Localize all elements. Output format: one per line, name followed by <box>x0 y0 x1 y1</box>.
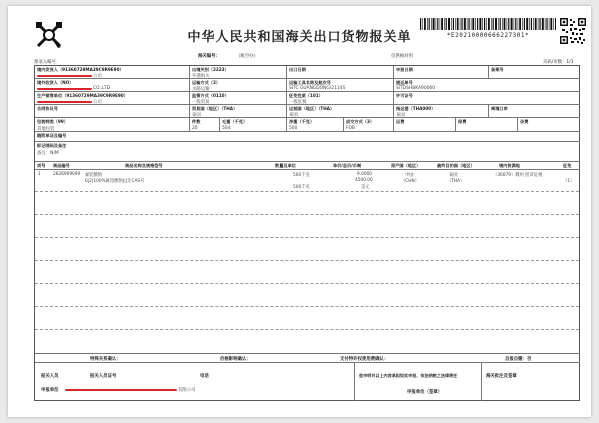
col-description: 商品名称及规格型号 <box>125 163 163 168</box>
record-no-cell <box>489 66 580 79</box>
freight-cell <box>394 118 456 132</box>
consignor-suffix: 公司 <box>93 74 102 79</box>
record-no-label: 备案号 <box>491 67 504 72</box>
freight-label: 运费 <box>396 119 405 124</box>
insurance-cell <box>456 118 518 132</box>
supervision-label: 监管方式（0110） <box>192 93 229 98</box>
consignee-label: 境外收货人（NO） <box>37 80 74 85</box>
goods-item-no: 1 <box>38 172 41 177</box>
price-impact-confirm: 价格影响确认： <box>220 357 251 362</box>
contract-label: 合同协议号 <box>37 106 58 111</box>
consignor-label: 境内发货人（91360729MA39C9R9E90） <box>37 67 124 72</box>
barcode <box>420 18 556 30</box>
dest-country-value: 泰国 <box>289 113 298 118</box>
port-value: 泰国 <box>396 113 405 118</box>
declare-date-cell <box>394 66 489 79</box>
col-quantity: 数量及单位 <box>275 163 296 168</box>
goods-spec: 0|2|100%氟铝酸钠|||无CAS号 <box>85 179 145 184</box>
supervision-cell <box>190 92 287 105</box>
customs-no-label: 海关编号： <box>198 54 220 59</box>
redaction-mark <box>37 88 92 91</box>
declarant-area <box>35 363 355 401</box>
vessel-value: SITC GUANGDONG/2114S <box>289 86 346 91</box>
export-date-label: 出口日期 <box>289 67 306 72</box>
misc-label: 杂费 <box>520 119 529 124</box>
license-label: 许可证号 <box>396 93 413 98</box>
form-title: 中华人民共和国海关出口货物报关单 <box>187 30 412 45</box>
gross-weight-label: 毛重（千克） <box>222 119 248 124</box>
goods-origin: 中国 <box>405 173 414 178</box>
confirmation-row <box>35 353 580 363</box>
goods-header-row <box>35 162 580 170</box>
consignee-value: CO.,LTD <box>93 86 111 91</box>
dest-country-cell <box>287 105 394 118</box>
misc-cell <box>518 118 580 132</box>
terms-value: FOB <box>346 125 355 131</box>
col-source: 境内货源地 <box>499 163 520 168</box>
declarant-cert-label: 报关人员证号 <box>90 374 117 379</box>
col-commodity-code: 商品编号 <box>53 163 70 168</box>
pieces-value: 20 <box>192 125 198 131</box>
customs-remarks-area <box>482 363 580 401</box>
goods-name: 氟铝酸钠 <box>85 173 103 178</box>
self-report: 自报自缴：否 <box>505 357 532 362</box>
goods-row-divider <box>35 329 579 330</box>
declare-date-label: 申报日期 <box>396 67 413 72</box>
bill-of-lading-label: 提运单号 <box>396 80 413 85</box>
consignor-cell <box>35 66 190 79</box>
goods-row-divider <box>35 214 579 215</box>
legal-statement: 兹申明对以上内容承担如实申报、依法纳税之法律责任 <box>359 373 458 378</box>
goods-origin-code: （CHN） <box>401 179 420 184</box>
terms-label: 成交方式（3） <box>346 119 375 124</box>
contract-cell <box>35 105 190 118</box>
trade-country-value: 泰国 <box>192 113 201 118</box>
pieces-cell <box>190 118 220 132</box>
goods-code: 2826909090 <box>53 172 81 177</box>
phone-label: 电话 <box>200 374 209 379</box>
insurance-label: 保费 <box>458 119 467 124</box>
exit-customs-label: 出境关别（2223） <box>192 67 229 72</box>
net-weight-value: 500 <box>289 125 298 131</box>
col-price: 单价/总价/币制 <box>333 163 362 168</box>
redaction-mark <box>37 75 92 78</box>
goods-row-divider <box>35 306 579 307</box>
statement-area <box>355 363 482 401</box>
page-indicator: 页码/页数：1/1 <box>543 60 574 65</box>
bill-of-lading-value: SITDSHBKA90060 <box>396 86 436 91</box>
marks-label: 标记唛码及备注 <box>37 143 67 148</box>
barcode-number: *E20210000666227301* <box>446 32 530 39</box>
vessel-cell <box>287 79 394 92</box>
col-item-no: 项号 <box>37 163 46 168</box>
transport-value: 水路运输 <box>192 87 210 92</box>
transport-cell <box>190 79 287 92</box>
goods-total-price: 4500.00 <box>355 178 373 183</box>
net-weight-label: 净重（千克） <box>289 119 315 124</box>
export-date-cell <box>287 66 394 79</box>
producer-cell <box>35 92 190 105</box>
special-note: 仅供核对用 <box>391 54 413 59</box>
pre-entry-no-label: 预录入编号： <box>34 60 61 65</box>
agent-suffix: 有限公司 <box>178 388 196 393</box>
goods-row-divider <box>35 283 579 284</box>
qr-code <box>560 18 586 44</box>
declaration-sheet <box>8 6 591 417</box>
goods-unit-price: 9.0000 <box>357 172 373 177</box>
exit-port-cell <box>489 105 580 118</box>
exit-port-label: 离境口岸 <box>491 106 508 111</box>
redaction-mark <box>65 389 177 392</box>
goods-levy-code: （1） <box>563 179 575 184</box>
agent-sign-label: 申报单位（签章） <box>407 390 443 395</box>
package-label: 包装种类（99） <box>37 119 68 124</box>
customs-remarks-label: 海关批注及签章 <box>486 374 517 379</box>
marks-cell <box>35 142 580 162</box>
goods-qty-2: 500千克 <box>293 185 310 190</box>
transport-label: 运输方式（2） <box>192 80 221 85</box>
license-cell <box>394 92 580 105</box>
trade-country-label: 贸易国（地区）（THA） <box>192 106 238 111</box>
customs-no-value: （航空办） <box>236 54 258 59</box>
port-cell <box>394 105 489 118</box>
exit-customs-value: 外港海关 <box>192 74 210 79</box>
goods-row-divider <box>35 191 579 192</box>
gross-weight-value: 504 <box>222 125 231 131</box>
consignee-cell <box>35 79 190 92</box>
special-relation-confirm: 特殊关系确认： <box>90 357 121 362</box>
port-label: 指运港（THA000） <box>396 106 436 111</box>
producer-suffix: 公司 <box>93 100 102 105</box>
producer-label: 生产销售单位（91360729MA39C9R9E90） <box>37 93 128 98</box>
vessel-label: 运输工具名称及航次号 <box>289 80 331 85</box>
pieces-label: 件数 <box>192 119 201 124</box>
bill-of-lading-cell <box>394 79 580 92</box>
package-value: 其他包装 <box>37 126 55 132</box>
declaration-grid <box>34 65 580 401</box>
declarant-label: 报关人员 <box>41 374 59 379</box>
goods-source: （36079）赣州 照章征税 <box>493 173 543 178</box>
docs-label: 随附单证及编号 <box>37 133 67 138</box>
gross-weight-cell <box>220 118 287 132</box>
package-cell <box>35 118 190 132</box>
terms-cell <box>344 118 394 132</box>
tax-nature-value: 一般征税 <box>289 100 307 105</box>
docs-cell <box>35 132 580 142</box>
tax-nature-label: 征免性质（101） <box>289 93 323 98</box>
marks-value: 备注：N/M <box>37 151 59 156</box>
col-destination: 最终目的国（地区） <box>437 163 475 168</box>
net-weight-cell <box>287 118 344 132</box>
tax-nature-cell <box>287 92 394 105</box>
dest-country-label: 运抵国（地区）（THA） <box>289 106 335 111</box>
exit-customs-cell <box>190 66 287 79</box>
trade-country-cell <box>190 105 287 118</box>
goods-qty-1: 500千克 <box>293 173 310 178</box>
goods-row-divider <box>35 260 579 261</box>
redaction-mark <box>37 101 92 104</box>
agent-label: 申报单位 <box>41 388 59 393</box>
royalty-confirm: 支付特许权使用费确认： <box>340 357 389 362</box>
goods-destination: 泰国 <box>449 173 458 178</box>
goods-row-divider <box>35 237 579 238</box>
col-levy: 征免 <box>563 163 572 168</box>
col-origin: 原产国（地区） <box>391 163 421 168</box>
supervision-value: 一般贸易 <box>192 100 210 105</box>
goods-currency: 美元 <box>361 185 370 190</box>
goods-destination-code: （THA） <box>447 179 465 184</box>
